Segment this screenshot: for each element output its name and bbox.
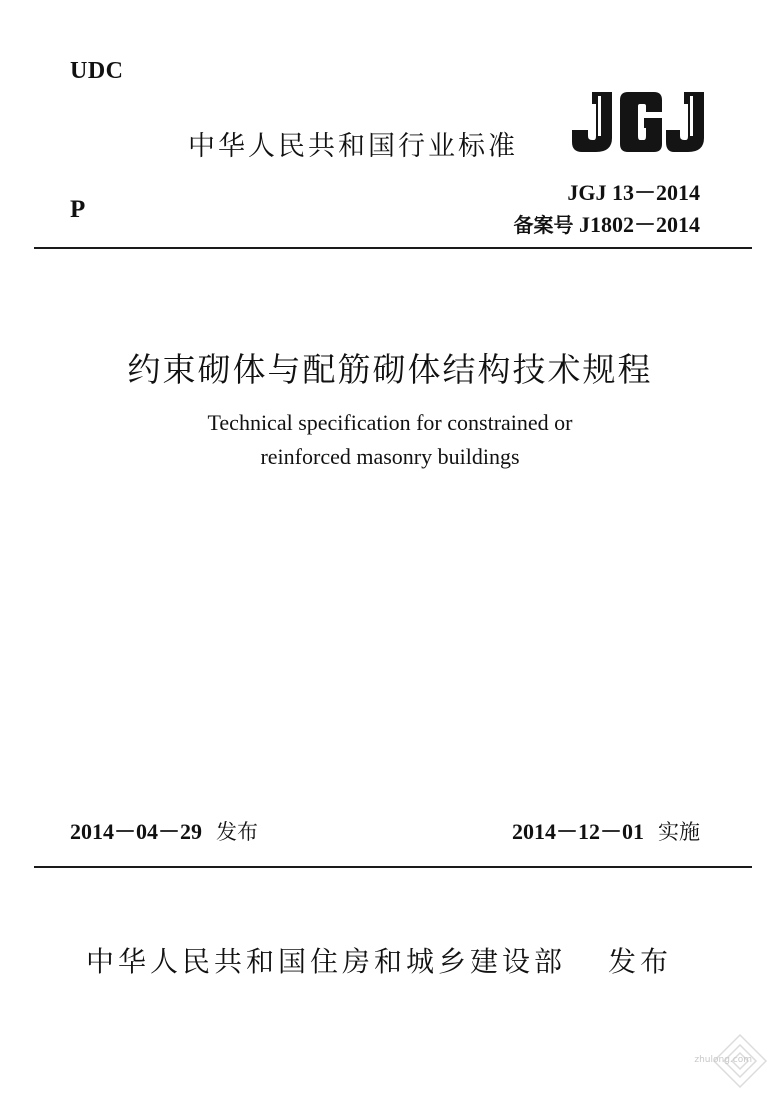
record-number-line [513, 208, 700, 239]
issue-date-line [70, 815, 258, 846]
industry-standard-heading: 中华人民共和国行业标准 [188, 131, 518, 162]
publisher-action: 发布 [608, 945, 673, 978]
standard-number: JGJ 13－2014 [567, 180, 700, 205]
publisher-line [86, 940, 672, 980]
implementation-date-line [512, 815, 700, 846]
title-english-line1: Technical specification for constrained or [207, 410, 573, 435]
publisher-name: 中华人民共和国住房和城乡建设部 [86, 945, 567, 978]
issue-date: 2014－04－29 [70, 819, 203, 844]
watermark-text: zhulong.com [694, 1055, 752, 1065]
jgj-logo-icon [570, 86, 706, 156]
bottom-divider [34, 866, 752, 868]
title-chinese: 约束砌体与配筋砌体结构技术规程 [127, 350, 653, 389]
category-letter: P [70, 196, 86, 223]
title-english [0, 406, 780, 474]
implementation-date: 2014－12－01 [511, 819, 644, 844]
implementation-label: 实施 [658, 820, 700, 844]
top-divider [34, 247, 752, 249]
record-number: J1802－2014 [578, 212, 700, 237]
issue-label: 发布 [216, 820, 259, 844]
title-english-line2: reinforced masonry buildings [260, 444, 520, 469]
record-label: 备案号 [513, 213, 574, 237]
udc-label: UDC [70, 58, 124, 84]
